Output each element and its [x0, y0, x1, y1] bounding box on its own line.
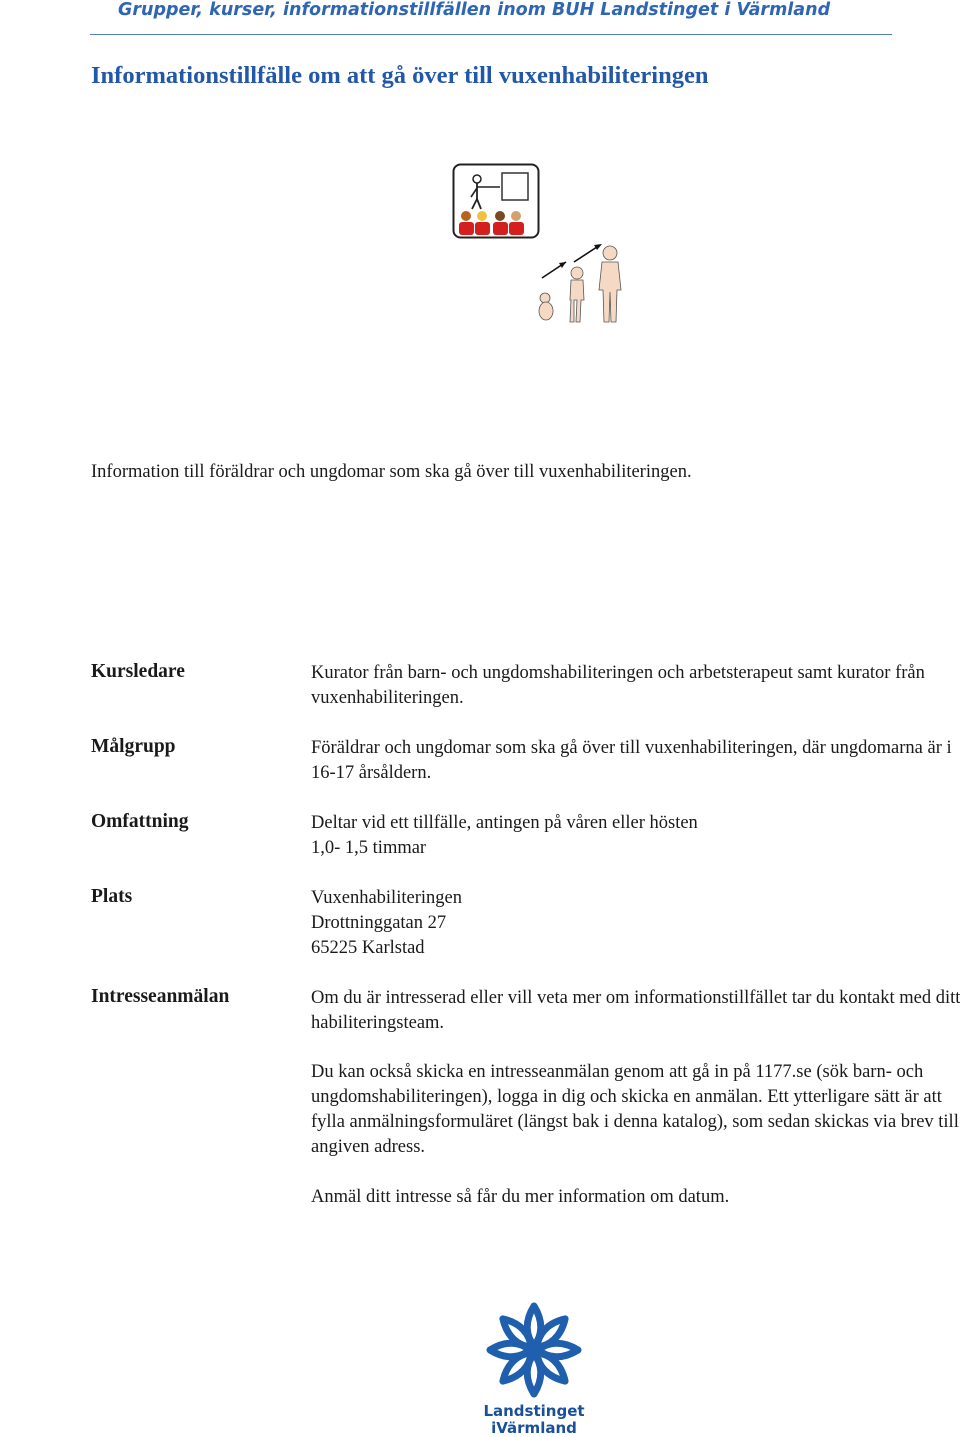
intresseanmalan-para-3: Anmäl ditt intresse så får du mer information om datum. — [311, 1187, 730, 1207]
label-intresseanmalan: Intresseanmälan — [91, 986, 230, 1007]
omfattning-line: Deltar vid ett tillfälle, antingen på våren eller hösten — [311, 813, 698, 833]
kursledare-text: Kurator från barn- och ungdomshabiliteringen och arbetsterapeut samt kurator från vuxenhabiliteringen. — [311, 663, 925, 708]
header-divider — [90, 34, 892, 35]
label-plats: Plats — [91, 886, 133, 907]
intro-text: Information till föräldrar och ungdomar som ska gå över till vuxenhabiliteringen. — [91, 462, 692, 482]
plats-city: 65225 Karlstad — [311, 938, 425, 958]
landstinget-flower-logo — [482, 1302, 586, 1398]
plats-street: Drottninggatan 27 — [311, 913, 447, 933]
malgrupp-text: Föräldrar och ungdomar som ska gå över till vuxenhabiliteringen, där ungdomarna är i 16-17 årsåldern. — [311, 738, 952, 783]
intresseanmalan-para-1: Om du är intresserad eller vill veta mer om informationstillfället tar du kontakt med ditt habiliteringsteam. — [311, 988, 960, 1033]
intresseanmalan-para-2: Du kan också skicka en intresseanmälan genom att gå in på 1177.se (sök barn- och ungdomshabiliteringen), logga in dig och skicka en anmälan. Ett ytterligare sätt är att fylla anmälningsformuläret (längst bak i denna katalog), som sedan skickas via brev till angiven adress. — [311, 1062, 959, 1157]
running-header: Grupper, kurser, informationstillfällen inom BUH Landstinget i Värmland — [118, 0, 831, 20]
plats-address — [311, 886, 960, 961]
omfattning-text — [311, 811, 960, 861]
label-omfattning: Omfattning — [91, 811, 189, 832]
page-title: Informationstillfälle om att gå över till vuxenhabiliteringen — [91, 62, 709, 89]
presentation-pictogram-icon — [452, 163, 540, 239]
child-to-adult-pictogram-icon — [530, 240, 630, 326]
omfattning-duration: 1,0- 1,5 timmar — [311, 838, 427, 858]
label-malgrupp: Målgrupp — [91, 736, 176, 757]
logo-text-line-1: Landstinget — [483, 1402, 585, 1420]
label-kursledare: Kursledare — [91, 661, 185, 682]
logo-text-line-2: iVärmland — [491, 1419, 577, 1437]
plats-name: Vuxenhabiliteringen — [311, 888, 462, 908]
